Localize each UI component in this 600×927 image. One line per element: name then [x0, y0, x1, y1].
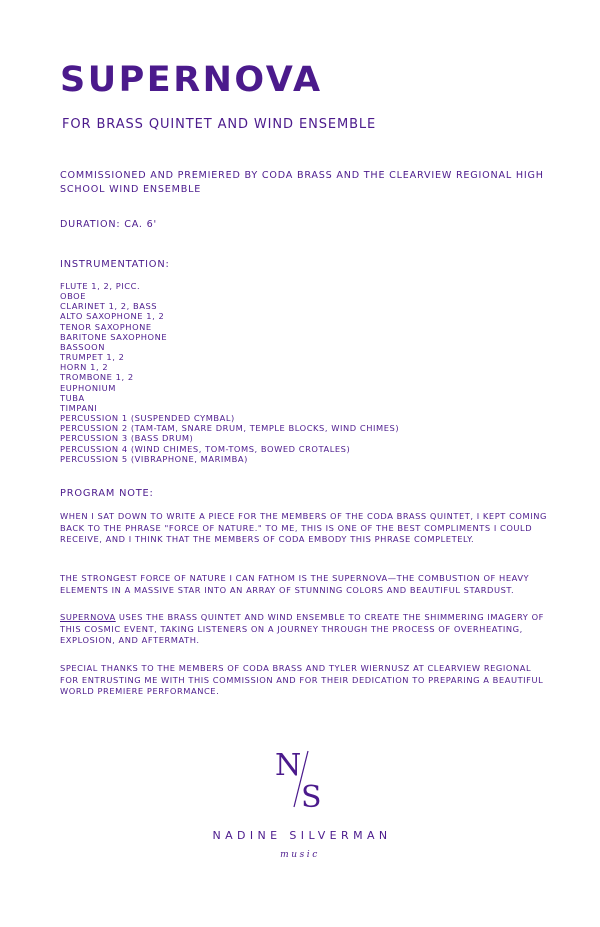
list-item: CLARINET 1, 2, BASS	[60, 301, 158, 312]
list-item: TENOR SAXOPHONE	[60, 321, 152, 332]
list-item: PERCUSSION 1 (SUSPENDED CYMBAL)	[60, 413, 235, 424]
instrumentation-list	[60, 281, 399, 464]
list-item: PERCUSSION 2 (TAM-TAM, SNARE DRUM, TEMPLE BLOCKS, WIND CHIMES)	[60, 423, 400, 434]
list-item: TRUMPET 1, 2	[60, 352, 125, 363]
list-item: FLUTE 1, 2, PICC.	[60, 281, 141, 291]
commission-note: COMMISSIONED AND PREMIERED BY CODA BRASS AND THE CLEARVIEW REGIONAL HIGH SCHOOL WIND ENSEMBLE	[60, 170, 544, 195]
brand-tagline: music	[280, 850, 320, 860]
program-note-paragraph-1: WHEN I SAT DOWN TO WRITE A PIECE FOR THE MEMBERS OF THE CODA BRASS QUINTET, I KEPT COMING BACK TO THE PHRASE "FORCE OF NATURE." TO ME, THIS IS ONE OF THE BEST COMPLIMENTS I COULD RECEIVE, AND I THINK THAT THE MEMBERS OF CODA EMBODY THIS PHRASE COMPLETELY.	[60, 511, 547, 545]
list-item: TUBA	[60, 392, 85, 403]
duration-line: DURATION: CA. 6'	[60, 219, 157, 230]
list-item: PERCUSSION 3 (BASS DRUM)	[60, 433, 194, 444]
logo-letter-s: S	[301, 780, 322, 813]
list-item: PERCUSSION 4 (WIND CHIMES, TOM-TOMS, BOWED CROTALES)	[60, 443, 351, 454]
program-note-heading: PROGRAM NOTE:	[60, 488, 154, 499]
page-subtitle: FOR BRASS QUINTET AND WIND ENSEMBLE	[62, 117, 377, 132]
program-note-paragraph-3-text: USES THE BRASS QUINTET AND WIND ENSEMBLE TO CREATE THE SHIMMERING IMAGERY OF THIS COSMIC EVENT, TAKING LISTENERS ON A JOURNEY THROUGH THE PROCESS OF OVERHEATING, EXPLOSION, AND AFTERMATH.	[60, 612, 544, 646]
program-note-paragraph-2: THE STRONGEST FORCE OF NATURE I CAN FATHOM IS THE SUPERNOVA—THE COMBUSTION OF HEAVY ELEMENTS IN A MASSIVE STAR INTO AN ARRAY OF STUNNING COLORS AND BEAUTIFUL STARDUST.	[60, 573, 530, 595]
list-item: TIMPANI	[60, 402, 98, 413]
instrumentation-heading: INSTRUMENTATION:	[60, 259, 170, 270]
list-item: BARITONE SAXOPHONE	[60, 331, 168, 342]
list-item: HORN 1, 2	[60, 362, 109, 373]
page-title: SUPERNOVA	[60, 60, 323, 100]
ns-monogram-icon	[272, 745, 330, 813]
list-item: BASSOON	[60, 341, 106, 352]
list-item: ALTO SAXOPHONE 1, 2	[60, 311, 165, 322]
list-item: TROMBONE 1, 2	[60, 372, 134, 383]
work-title-inline: SUPERNOVA	[60, 612, 116, 622]
brand-name: NADINE SILVERMAN	[212, 829, 392, 842]
list-item: EUPHONIUM	[60, 382, 116, 393]
program-note-paragraph-4: SPECIAL THANKS TO THE MEMBERS OF CODA BRASS AND TYLER WIERNUSZ AT CLEARVIEW REGIONAL FOR ENTRUSTING ME WITH THIS COMMISSION AND FOR THEIR DEDICATION TO PREPARING A BEAUTIFUL WORLD PREMIERE PERFORMANCE.	[60, 663, 544, 697]
program-note-paragraph-3	[60, 612, 550, 647]
logo-letter-n: N	[275, 748, 302, 783]
list-item: OBOE	[60, 291, 87, 302]
list-item: PERCUSSION 5 (VIBRAPHONE, MARIMBA)	[60, 453, 248, 464]
